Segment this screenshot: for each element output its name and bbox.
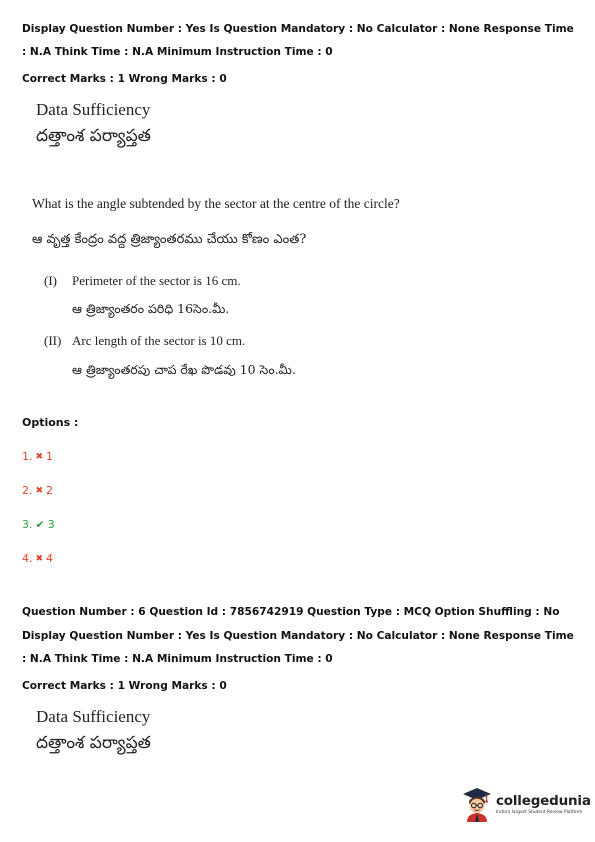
- section-title-te: దత్తాంశ పర్యాప్తత: [36, 126, 151, 146]
- statement-number: (II): [44, 333, 62, 348]
- student-mascot-icon: [462, 786, 492, 822]
- option-number: 2.: [22, 484, 33, 497]
- question-meta-line: : N.A Think Time : N.A Minimum Instruction Time : 0: [22, 653, 333, 665]
- logo-name: collegedunia: [496, 793, 591, 809]
- section-title-en: Data Sufficiency: [36, 100, 151, 119]
- option-value: 3: [47, 518, 55, 531]
- cross-icon: ✖: [35, 451, 44, 462]
- question-meta-line: : N.A Think Time : N.A Minimum Instruction Time : 0: [22, 46, 333, 58]
- option-number: 3.: [22, 518, 33, 531]
- question-text-te: ఆ వృత్త కేంద్రం వద్ద త్రిజ్యాంతరము చేయు కోణం ఎంత?: [32, 232, 307, 247]
- question-text-en: What is the angle subtended by the sector at the centre of the circle?: [32, 196, 400, 211]
- logo-tagline: India's largest Student Review Platform: [496, 810, 583, 815]
- option-number: 4.: [22, 552, 33, 565]
- cross-icon: ✖: [35, 485, 44, 496]
- check-icon: ✔: [35, 518, 45, 531]
- options-heading: Options :: [22, 416, 79, 429]
- statement-number: (I): [44, 273, 57, 288]
- option-value: 2: [46, 484, 54, 497]
- option-item: [22, 450, 53, 463]
- option-item: [22, 552, 53, 565]
- statement-text-te: ఆ త్రిజ్యాంతరం పరిధి 16సెం.మీ.: [72, 301, 230, 316]
- collegedunia-logo: [462, 786, 591, 822]
- option-value: 4: [46, 552, 54, 565]
- cross-icon: ✖: [35, 553, 44, 564]
- option-item: [22, 518, 55, 531]
- section-title-en: Data Sufficiency: [36, 707, 151, 726]
- statement-text-en: Arc length of the sector is 10 cm.: [72, 333, 246, 348]
- question-meta-line: Display Question Number : Yes Is Question Mandatory : No Calculator : None Response Time: [22, 630, 574, 642]
- marks-info: Correct Marks : 1 Wrong Marks : 0: [22, 73, 227, 85]
- option-value: 1: [46, 450, 54, 463]
- statement-text-en: Perimeter of the sector is 16 cm.: [72, 273, 241, 288]
- option-number: 1.: [22, 450, 33, 463]
- section-title-te: దత్తాంశ పర్యాప్తత: [36, 733, 151, 753]
- question-meta-line: Display Question Number : Yes Is Question Mandatory : No Calculator : None Response Time: [22, 23, 574, 35]
- question-meta-line: Question Number : 6 Question Id : 7856742919 Question Type : MCQ Option Shuffling : No: [22, 606, 560, 618]
- marks-info: Correct Marks : 1 Wrong Marks : 0: [22, 680, 227, 692]
- option-item: [22, 484, 53, 497]
- statement-text-te: ఆ త్రిజ్యాంతరపు చాప రేఖ పొడవు 10 సెం.మీ.: [72, 362, 296, 377]
